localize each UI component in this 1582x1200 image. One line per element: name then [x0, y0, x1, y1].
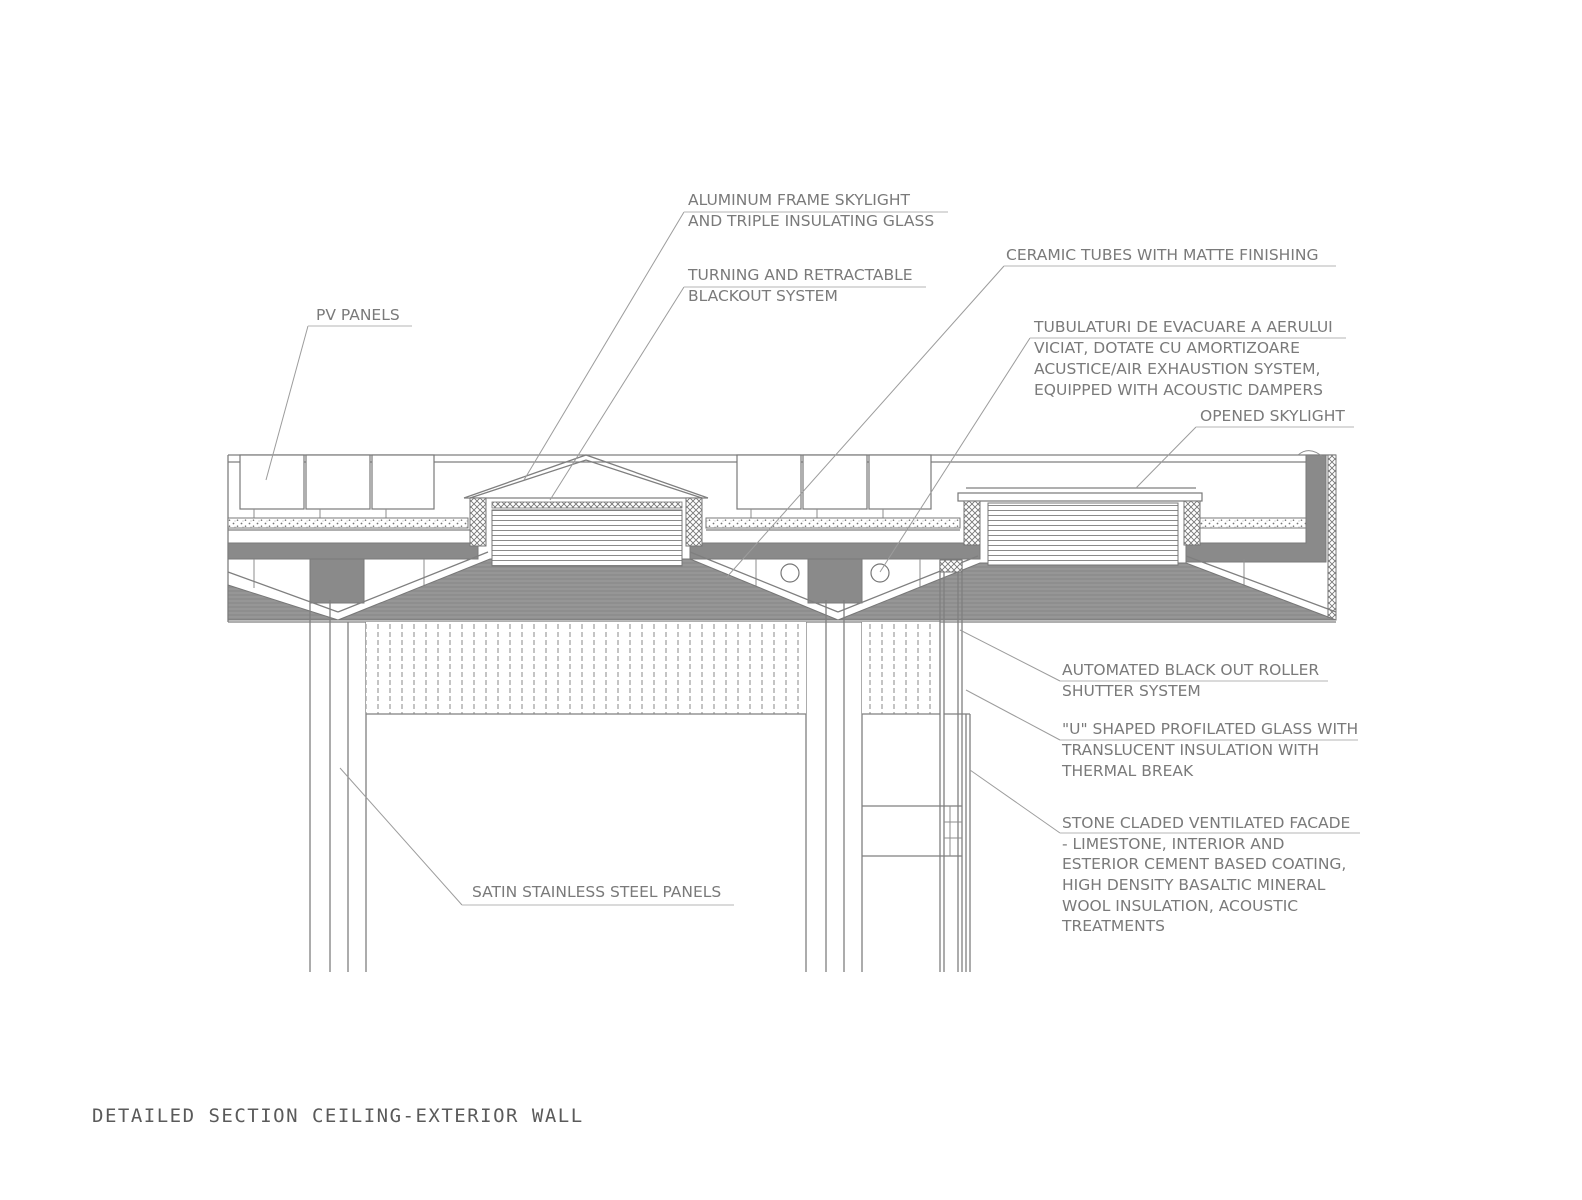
label-ceramic-tubes: CERAMIC TUBES WITH MATTE FINISHING — [1006, 246, 1319, 264]
label-roller-shutter: AUTOMATED BLACK OUT ROLLER SHUTTER SYSTEM — [1062, 661, 1320, 700]
label-u-glass: "U" SHAPED PROFILATED GLASS WITH TRANSLUCENT INSULATION WITH THERMAL BREAK — [1062, 720, 1359, 780]
label-opened-skylight: OPENED SKYLIGHT — [1200, 407, 1345, 425]
pv-panel-group-left — [240, 455, 434, 518]
roof-assembly — [228, 451, 1336, 622]
pv-panel-group-right — [737, 455, 931, 518]
label-skylight-frame: ALUMINUM FRAME SKYLIGHT AND TRIPLE INSULATING GLASS — [688, 191, 935, 230]
label-pv-panels: PV PANELS — [316, 306, 400, 324]
label-stone-facade: STONE CLADED VENTILATED FACADE - LIMESTONE, INTERIOR AND ESTERIOR CEMENT BASED COATING, HIGH DENSITY BASALTIC MINERAL WOOL INSULATION, ACOUSTIC TREATMENTS — [1062, 814, 1351, 935]
label-exhaust-system: TUBULATURI DE EVACUARE A AERULUI VICIAT, DOTATE CU AMORTIZOARE ACUSTICE/AIR EXHAUSTION SYSTEM, EQUIPPED WITH ACOUSTIC DAMPERS — [1034, 318, 1333, 399]
skylight-opened — [958, 488, 1202, 565]
drawing-title: DETAILED SECTION CEILING-EXTERIOR WALL — [92, 1105, 584, 1127]
label-steel-panels: SATIN STAINLESS STEEL PANELS — [472, 883, 722, 901]
label-blackout-system: TURNING AND RETRACTABLE BLACKOUT SYSTEM — [688, 266, 913, 305]
skylight-closed — [464, 455, 708, 566]
